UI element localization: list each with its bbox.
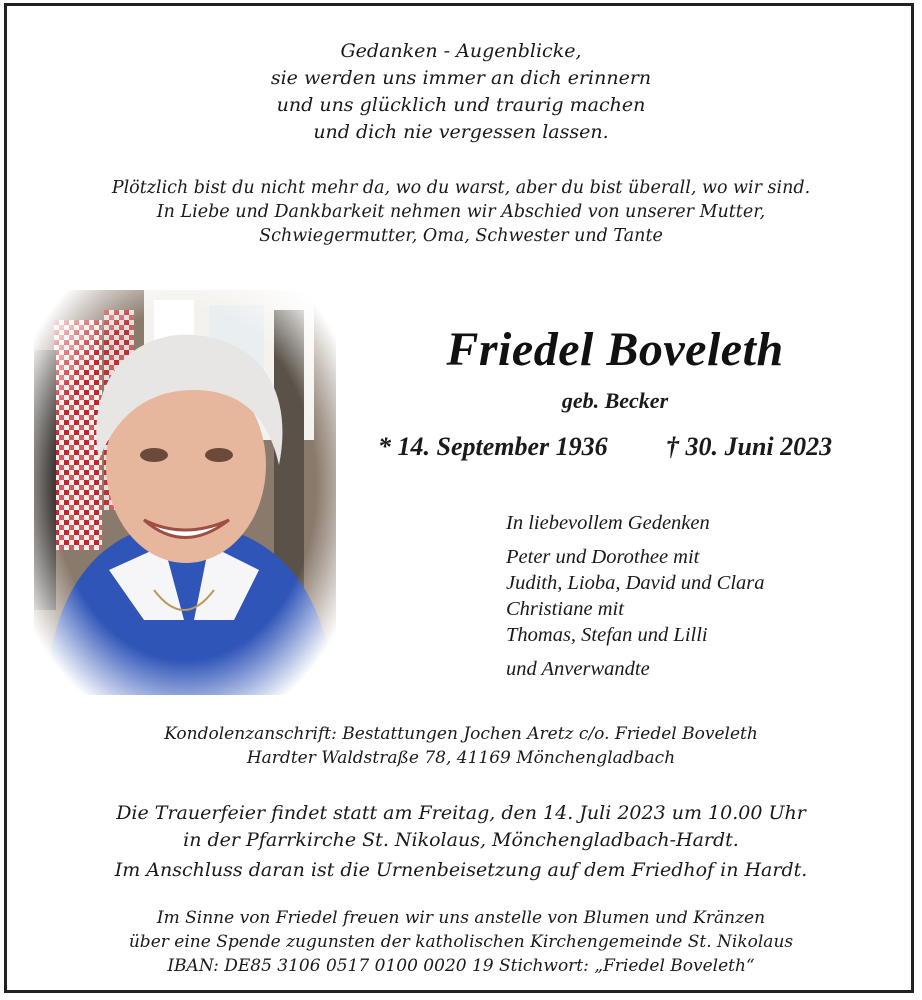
deceased-name: Friedel Boveleth	[446, 323, 784, 376]
donation-line: Im Sinne von Friedel freuen wir uns anstelle von Blumen und Kränzen	[156, 908, 766, 928]
mourners-list	[506, 510, 765, 682]
poem-line: und dich nie vergessen lassen.	[313, 121, 609, 143]
funeral-service-info	[0, 800, 922, 884]
service-line: Die Trauerfeier findet statt am Freitag, den 14. Juli 2023 um 10.00 Uhr	[116, 802, 806, 824]
portrait-photo	[34, 290, 336, 695]
birth-date: * 14. September 1936	[378, 432, 608, 461]
condolence-line: Kondolenzanschrift: Bestattungen Jochen Aretz c/o. Friedel Boveleth	[164, 724, 758, 744]
condolence-line: Hardter Waldstraße 78, 41169 Mönchengladbach	[246, 748, 676, 768]
donation-line: über eine Spende zugunsten der katholischen Kirchengemeinde St. Nikolaus	[128, 932, 794, 952]
poem-line: Gedanken - Augenblicke,	[340, 40, 582, 62]
death-date: † 30. Juni 2023	[666, 432, 833, 461]
poem	[0, 38, 922, 146]
mourner-line: und Anverwandte	[506, 658, 650, 680]
condolence-address	[0, 722, 922, 770]
intro-text	[0, 176, 922, 248]
service-line: Im Anschluss daran ist die Urnenbeisetzung auf dem Friedhof in Hardt.	[114, 859, 808, 881]
service-line: in der Pfarrkirche St. Nikolaus, Mönchengladbach-Hardt.	[183, 829, 739, 851]
poem-line: sie werden uns immer an dich erinnern	[270, 67, 652, 89]
mourner-line: Christiane mit	[506, 598, 624, 620]
intro-line: In Liebe und Dankbarkeit nehmen wir Abschied von unserer Mutter,	[156, 202, 766, 222]
donation-line: IBAN: DE85 3106 0517 0100 0020 19 Stichwort: „Friedel Boveleth“	[167, 956, 755, 976]
donation-request	[0, 906, 922, 978]
intro-line: Plötzlich bist du nicht mehr da, wo du warst, aber du bist überall, wo wir sind.	[111, 178, 811, 198]
birth-name: geb. Becker	[561, 388, 669, 413]
poem-line: und uns glücklich und traurig machen	[276, 94, 646, 116]
mourner-line: Thomas, Stefan und Lilli	[506, 624, 708, 646]
mourners-heading: In liebevollem Gedenken	[506, 512, 710, 534]
mourner-line: Judith, Lioba, David und Clara	[506, 572, 765, 594]
intro-line: Schwiegermutter, Oma, Schwester und Tante	[259, 226, 663, 246]
mourner-line: Peter und Dorothee mit	[506, 546, 700, 568]
